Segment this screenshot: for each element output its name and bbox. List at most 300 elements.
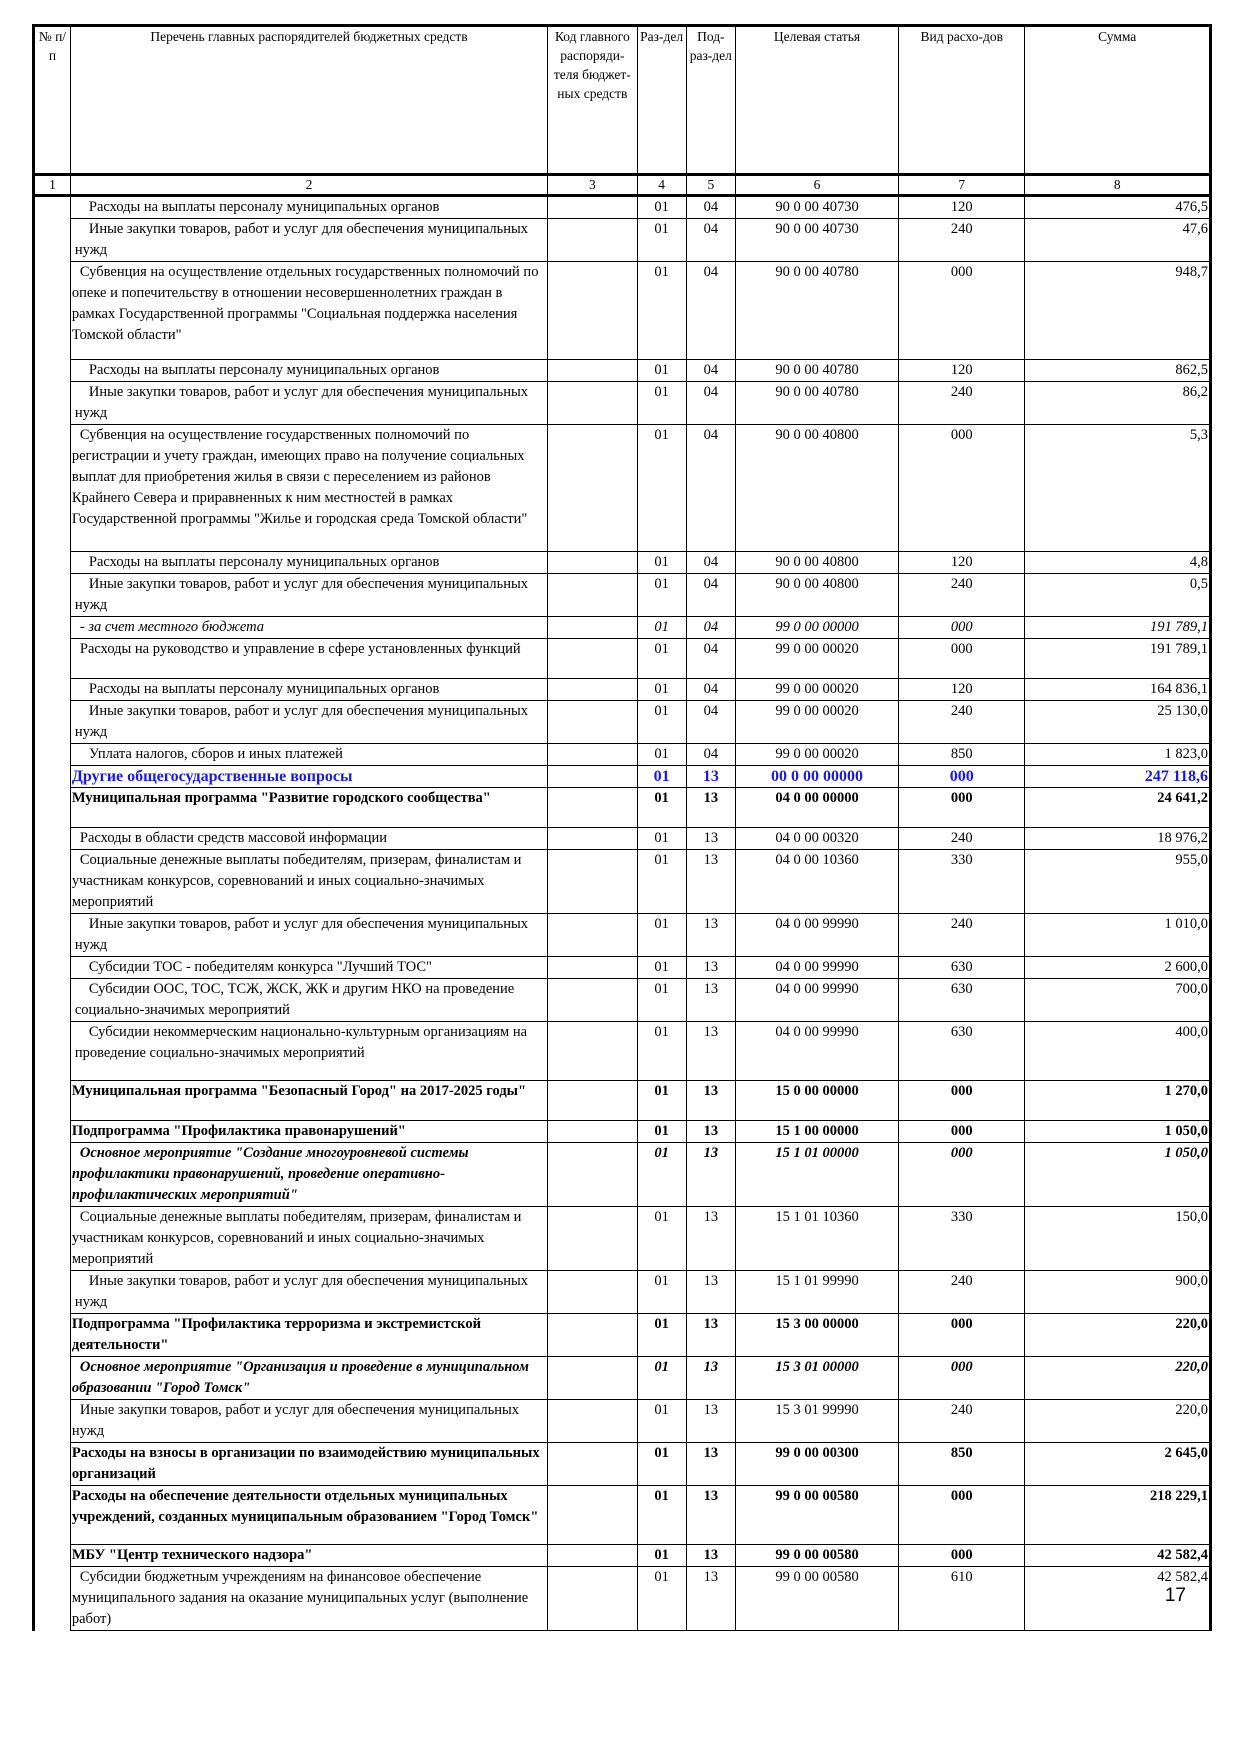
row-summa: 220,0 xyxy=(1025,1400,1211,1443)
row-celevaya: 15 3 01 00000 xyxy=(735,1357,898,1400)
row-summa: 86,2 xyxy=(1025,382,1211,425)
table-row xyxy=(34,788,1211,828)
header-code: Код главного распоряди-теля бюджет-ных средств xyxy=(548,26,637,175)
row-number-cell xyxy=(34,639,71,679)
row-name: Муниципальная программа "Безопасный Город" на 2017-2025 годы" xyxy=(70,1081,547,1121)
row-number-cell xyxy=(34,766,71,788)
row-number-cell xyxy=(34,1314,71,1357)
row-vid: 330 xyxy=(899,1207,1025,1271)
table-row xyxy=(34,914,1211,957)
row-summa: 18 976,2 xyxy=(1025,828,1211,850)
row-name: Иные закупки товаров, работ и услуг для обеспечения муниципальных нужд xyxy=(70,382,547,425)
row-name: Субсидии ТОС - победителям конкурса "Лучший ТОС" xyxy=(70,957,547,979)
row-vid: 240 xyxy=(899,914,1025,957)
row-razdel: 01 xyxy=(637,574,686,617)
row-summa: 0,5 xyxy=(1025,574,1211,617)
row-number-cell xyxy=(34,744,71,766)
row-number-cell xyxy=(34,1143,71,1207)
row-name: Расходы на руководство и управление в сфере установленных функций xyxy=(70,639,547,679)
column-number: 6 xyxy=(735,175,898,196)
row-summa: 247 118,6 xyxy=(1025,766,1211,788)
row-celevaya: 04 0 00 99990 xyxy=(735,914,898,957)
row-code xyxy=(548,1022,637,1081)
row-name: Иные закупки товаров, работ и услуг для обеспечения муниципальных нужд xyxy=(70,1400,547,1443)
row-summa: 220,0 xyxy=(1025,1314,1211,1357)
row-razdel: 01 xyxy=(637,1443,686,1486)
header-celevaya: Целевая статья xyxy=(735,26,898,175)
header-summa: Сумма xyxy=(1025,26,1211,175)
table-row xyxy=(34,617,1211,639)
table-row xyxy=(34,219,1211,262)
row-vid: 240 xyxy=(899,1400,1025,1443)
row-summa: 2 600,0 xyxy=(1025,957,1211,979)
row-number-cell xyxy=(34,1207,71,1271)
row-number-cell xyxy=(34,788,71,828)
row-podrazdel: 04 xyxy=(686,552,735,574)
row-razdel: 01 xyxy=(637,1314,686,1357)
column-number: 7 xyxy=(899,175,1025,196)
row-code xyxy=(548,382,637,425)
row-code xyxy=(548,219,637,262)
row-number-cell xyxy=(34,574,71,617)
row-name: Расходы на выплаты персоналу муниципальных органов xyxy=(70,360,547,382)
row-name: - за счет местного бюджета xyxy=(70,617,547,639)
row-code xyxy=(548,1567,637,1631)
row-number-cell xyxy=(34,850,71,914)
row-code xyxy=(548,788,637,828)
table-row xyxy=(34,1545,1211,1567)
table-row xyxy=(34,262,1211,360)
row-razdel: 01 xyxy=(637,1357,686,1400)
row-number-cell xyxy=(34,828,71,850)
row-celevaya: 90 0 00 40800 xyxy=(735,574,898,617)
table-row xyxy=(34,1400,1211,1443)
table-row xyxy=(34,1081,1211,1121)
row-code xyxy=(548,828,637,850)
table-row xyxy=(34,850,1211,914)
row-summa: 1 270,0 xyxy=(1025,1081,1211,1121)
row-number-cell xyxy=(34,1545,71,1567)
row-vid: 000 xyxy=(899,1357,1025,1400)
row-vid: 000 xyxy=(899,1081,1025,1121)
row-podrazdel: 13 xyxy=(686,979,735,1022)
row-number-cell xyxy=(34,219,71,262)
table-row xyxy=(34,552,1211,574)
row-celevaya: 99 0 00 00000 xyxy=(735,617,898,639)
row-vid: 330 xyxy=(899,850,1025,914)
table-row xyxy=(34,1567,1211,1631)
table-row xyxy=(34,828,1211,850)
row-vid: 000 xyxy=(899,1143,1025,1207)
row-number-cell xyxy=(34,1567,71,1631)
row-celevaya: 90 0 00 40780 xyxy=(735,382,898,425)
row-razdel: 01 xyxy=(637,639,686,679)
row-podrazdel: 13 xyxy=(686,1545,735,1567)
row-code xyxy=(548,1271,637,1314)
header-razdel: Раз-дел xyxy=(637,26,686,175)
row-celevaya: 15 0 00 00000 xyxy=(735,1081,898,1121)
row-vid: 240 xyxy=(899,828,1025,850)
row-code xyxy=(548,425,637,552)
row-number-cell xyxy=(34,1022,71,1081)
row-celevaya: 90 0 00 40730 xyxy=(735,196,898,219)
column-number: 4 xyxy=(637,175,686,196)
row-celevaya: 99 0 00 00020 xyxy=(735,701,898,744)
row-celevaya: 90 0 00 40780 xyxy=(735,360,898,382)
row-celevaya: 04 0 00 00000 xyxy=(735,788,898,828)
row-vid: 240 xyxy=(899,574,1025,617)
row-number-cell xyxy=(34,617,71,639)
row-podrazdel: 13 xyxy=(686,1357,735,1400)
table-row xyxy=(34,1121,1211,1143)
row-vid: 000 xyxy=(899,425,1025,552)
row-name: Субвенция на осуществление государственных полномочий по регистрации и учету граждан, имеющих право на получение социальных выплат для приобретения жилья в связи с переселением из районов Крайнего Севера и приравненных к ним местностей в рамках Государственной программы "Жилье и городская среда Томской области" xyxy=(70,425,547,552)
row-podrazdel: 13 xyxy=(686,766,735,788)
header-num: № п/п xyxy=(34,26,71,175)
row-podrazdel: 13 xyxy=(686,1567,735,1631)
row-razdel: 01 xyxy=(637,957,686,979)
row-celevaya: 15 1 00 00000 xyxy=(735,1121,898,1143)
row-vid: 240 xyxy=(899,701,1025,744)
budget-table xyxy=(32,24,1212,1631)
table-row xyxy=(34,360,1211,382)
row-number-cell xyxy=(34,1443,71,1486)
row-podrazdel: 04 xyxy=(686,701,735,744)
row-celevaya: 90 0 00 40800 xyxy=(735,552,898,574)
row-name: Иные закупки товаров, работ и услуг для обеспечения муниципальных нужд xyxy=(70,701,547,744)
row-code xyxy=(548,744,637,766)
row-name: Расходы на обеспечение деятельности отдельных муниципальных учреждений, созданных муниципальным образованием "Город Томск" xyxy=(70,1486,547,1545)
row-name: Социальные денежные выплаты победителям, призерам, финалистам и участникам конкурсов, соревнований и иных социально-значимых мероприятий xyxy=(70,1207,547,1271)
table-row xyxy=(34,382,1211,425)
header-name: Перечень главных распорядителей бюджетных средств xyxy=(70,26,547,175)
row-celevaya: 99 0 00 00580 xyxy=(735,1567,898,1631)
row-vid: 240 xyxy=(899,1271,1025,1314)
row-code xyxy=(548,979,637,1022)
row-name: Расходы на взносы в организации по взаимодействию муниципальных организаций xyxy=(70,1443,547,1486)
row-razdel: 01 xyxy=(637,1143,686,1207)
row-vid: 000 xyxy=(899,1545,1025,1567)
row-vid: 240 xyxy=(899,382,1025,425)
row-code xyxy=(548,766,637,788)
row-name: Расходы на выплаты персоналу муниципальных органов xyxy=(70,196,547,219)
row-vid: 000 xyxy=(899,766,1025,788)
row-code xyxy=(548,701,637,744)
row-razdel: 01 xyxy=(637,1207,686,1271)
row-vid: 630 xyxy=(899,957,1025,979)
row-summa: 1 823,0 xyxy=(1025,744,1211,766)
row-summa: 955,0 xyxy=(1025,850,1211,914)
table-row xyxy=(34,1022,1211,1081)
row-razdel: 01 xyxy=(637,1271,686,1314)
row-number-cell xyxy=(34,914,71,957)
row-summa: 150,0 xyxy=(1025,1207,1211,1271)
row-podrazdel: 13 xyxy=(686,1022,735,1081)
row-celevaya: 15 1 01 10360 xyxy=(735,1207,898,1271)
row-razdel: 01 xyxy=(637,617,686,639)
row-razdel: 01 xyxy=(637,1022,686,1081)
row-celevaya: 99 0 00 00020 xyxy=(735,744,898,766)
row-code xyxy=(548,574,637,617)
row-summa: 191 789,1 xyxy=(1025,639,1211,679)
header-vid: Вид расхо-дов xyxy=(899,26,1025,175)
table-row xyxy=(34,1486,1211,1545)
row-vid: 120 xyxy=(899,552,1025,574)
row-razdel: 01 xyxy=(637,196,686,219)
row-celevaya: 04 0 00 99990 xyxy=(735,1022,898,1081)
row-vid: 630 xyxy=(899,1022,1025,1081)
row-razdel: 01 xyxy=(637,828,686,850)
row-name: Субвенция на осуществление отдельных государственных полномочий по опеке и попечительству в отношении несовершеннолетних граждан в рамках Государственной программы "Социальная поддержка населения Томской области" xyxy=(70,262,547,360)
row-name: Социальные денежные выплаты победителям, призерам, финалистам и участникам конкурсов, соревнований и иных социально-значимых мероприятий xyxy=(70,850,547,914)
row-summa: 164 836,1 xyxy=(1025,679,1211,701)
table-header xyxy=(34,26,1211,175)
row-number-cell xyxy=(34,679,71,701)
row-summa: 1 010,0 xyxy=(1025,914,1211,957)
row-vid: 000 xyxy=(899,1486,1025,1545)
row-podrazdel: 04 xyxy=(686,196,735,219)
row-number-cell xyxy=(34,1357,71,1400)
row-summa: 191 789,1 xyxy=(1025,617,1211,639)
row-code xyxy=(548,957,637,979)
row-razdel: 01 xyxy=(637,262,686,360)
row-summa: 218 229,1 xyxy=(1025,1486,1211,1545)
row-vid: 120 xyxy=(899,196,1025,219)
row-name: Субсидии некоммерческим национально-культурным организациям на проведение социально-значимых мероприятий xyxy=(70,1022,547,1081)
row-celevaya: 99 0 00 00020 xyxy=(735,679,898,701)
row-razdel: 01 xyxy=(637,744,686,766)
row-summa: 42 582,4 xyxy=(1025,1567,1211,1631)
row-podrazdel: 04 xyxy=(686,425,735,552)
row-code xyxy=(548,1207,637,1271)
row-celevaya: 04 0 00 99990 xyxy=(735,957,898,979)
row-code xyxy=(548,360,637,382)
row-code xyxy=(548,1545,637,1567)
row-celevaya: 04 0 00 00320 xyxy=(735,828,898,850)
row-code xyxy=(548,1314,637,1357)
row-vid: 000 xyxy=(899,262,1025,360)
row-code xyxy=(548,1486,637,1545)
table-row xyxy=(34,679,1211,701)
row-vid: 120 xyxy=(899,679,1025,701)
row-summa: 220,0 xyxy=(1025,1357,1211,1400)
row-name: Субсидии ООС, ТОС, ТСЖ, ЖСК, ЖК и другим НКО на проведение социально-значимых мероприятий xyxy=(70,979,547,1022)
page-number: 17 xyxy=(1164,1585,1186,1606)
row-podrazdel: 13 xyxy=(686,1081,735,1121)
row-code xyxy=(548,1443,637,1486)
table-row xyxy=(34,701,1211,744)
row-celevaya: 99 0 00 00580 xyxy=(735,1486,898,1545)
row-razdel: 01 xyxy=(637,914,686,957)
row-number-cell xyxy=(34,196,71,219)
row-razdel: 01 xyxy=(637,850,686,914)
row-podrazdel: 04 xyxy=(686,639,735,679)
row-celevaya: 90 0 00 40800 xyxy=(735,425,898,552)
row-podrazdel: 13 xyxy=(686,828,735,850)
row-vid: 000 xyxy=(899,617,1025,639)
table-row xyxy=(34,1207,1211,1271)
row-code xyxy=(548,1143,637,1207)
row-razdel: 01 xyxy=(637,382,686,425)
column-numbers-row xyxy=(34,175,1211,196)
table-row xyxy=(34,1314,1211,1357)
row-name: Иные закупки товаров, работ и услуг для обеспечения муниципальных нужд xyxy=(70,1271,547,1314)
row-code xyxy=(548,679,637,701)
row-code xyxy=(548,1121,637,1143)
row-podrazdel: 04 xyxy=(686,617,735,639)
row-razdel: 01 xyxy=(637,552,686,574)
row-summa: 476,5 xyxy=(1025,196,1211,219)
row-name: Иные закупки товаров, работ и услуг для обеспечения муниципальных нужд xyxy=(70,914,547,957)
row-summa: 1 050,0 xyxy=(1025,1121,1211,1143)
row-summa: 900,0 xyxy=(1025,1271,1211,1314)
row-summa: 2 645,0 xyxy=(1025,1443,1211,1486)
row-podrazdel: 04 xyxy=(686,574,735,617)
row-number-cell xyxy=(34,382,71,425)
row-number-cell xyxy=(34,957,71,979)
table-row xyxy=(34,425,1211,552)
column-number: 8 xyxy=(1025,175,1211,196)
row-podrazdel: 04 xyxy=(686,744,735,766)
row-summa: 400,0 xyxy=(1025,1022,1211,1081)
row-podrazdel: 04 xyxy=(686,219,735,262)
row-podrazdel: 04 xyxy=(686,679,735,701)
row-vid: 850 xyxy=(899,744,1025,766)
row-code xyxy=(548,262,637,360)
row-podrazdel: 13 xyxy=(686,914,735,957)
table-row xyxy=(34,957,1211,979)
row-podrazdel: 04 xyxy=(686,382,735,425)
row-razdel: 01 xyxy=(637,1081,686,1121)
row-code xyxy=(548,850,637,914)
column-number: 2 xyxy=(70,175,547,196)
row-number-cell xyxy=(34,701,71,744)
row-number-cell xyxy=(34,1400,71,1443)
row-podrazdel: 13 xyxy=(686,1486,735,1545)
row-name: Уплата налогов, сборов и иных платежей xyxy=(70,744,547,766)
row-name: Иные закупки товаров, работ и услуг для обеспечения муниципальных нужд xyxy=(70,574,547,617)
row-celevaya: 99 0 00 00580 xyxy=(735,1545,898,1567)
row-podrazdel: 13 xyxy=(686,1271,735,1314)
column-number: 1 xyxy=(34,175,71,196)
row-celevaya: 99 0 00 00020 xyxy=(735,639,898,679)
row-summa: 948,7 xyxy=(1025,262,1211,360)
row-summa: 42 582,4 xyxy=(1025,1545,1211,1567)
row-number-cell xyxy=(34,425,71,552)
row-number-cell xyxy=(34,262,71,360)
table-row xyxy=(34,1143,1211,1207)
row-celevaya: 99 0 00 00300 xyxy=(735,1443,898,1486)
row-podrazdel: 13 xyxy=(686,1400,735,1443)
row-razdel: 01 xyxy=(637,979,686,1022)
row-podrazdel: 13 xyxy=(686,850,735,914)
row-vid: 000 xyxy=(899,639,1025,679)
row-podrazdel: 13 xyxy=(686,1207,735,1271)
row-razdel: 01 xyxy=(637,1486,686,1545)
row-celevaya: 90 0 00 40730 xyxy=(735,219,898,262)
row-razdel: 01 xyxy=(637,1545,686,1567)
table-row xyxy=(34,1443,1211,1486)
column-number: 3 xyxy=(548,175,637,196)
row-number-cell xyxy=(34,1271,71,1314)
row-number-cell xyxy=(34,979,71,1022)
table-row xyxy=(34,1357,1211,1400)
row-celevaya: 90 0 00 40780 xyxy=(735,262,898,360)
table-row xyxy=(34,574,1211,617)
column-number: 5 xyxy=(686,175,735,196)
row-podrazdel: 04 xyxy=(686,262,735,360)
row-summa: 4,8 xyxy=(1025,552,1211,574)
row-summa: 1 050,0 xyxy=(1025,1143,1211,1207)
document-page xyxy=(32,24,1212,1631)
table-row xyxy=(34,766,1211,788)
row-vid: 240 xyxy=(899,219,1025,262)
row-name: Расходы на выплаты персоналу муниципальных органов xyxy=(70,679,547,701)
row-podrazdel: 13 xyxy=(686,957,735,979)
row-number-cell xyxy=(34,1081,71,1121)
row-celevaya: 15 3 00 00000 xyxy=(735,1314,898,1357)
row-summa: 700,0 xyxy=(1025,979,1211,1022)
row-celevaya: 04 0 00 99990 xyxy=(735,979,898,1022)
row-summa: 862,5 xyxy=(1025,360,1211,382)
row-podrazdel: 04 xyxy=(686,360,735,382)
row-number-cell xyxy=(34,1121,71,1143)
row-name: Другие общегосударственные вопросы xyxy=(70,766,547,788)
row-podrazdel: 13 xyxy=(686,1121,735,1143)
row-code xyxy=(548,914,637,957)
row-celevaya: 15 1 01 00000 xyxy=(735,1143,898,1207)
row-razdel: 01 xyxy=(637,679,686,701)
row-podrazdel: 13 xyxy=(686,1143,735,1207)
row-name: Подпрограмма "Профилактика правонарушений" xyxy=(70,1121,547,1143)
row-celevaya: 15 3 01 99990 xyxy=(735,1400,898,1443)
row-podrazdel: 13 xyxy=(686,788,735,828)
row-razdel: 01 xyxy=(637,766,686,788)
row-name: Расходы в области средств массовой информации xyxy=(70,828,547,850)
row-razdel: 01 xyxy=(637,360,686,382)
row-number-cell xyxy=(34,1486,71,1545)
row-vid: 000 xyxy=(899,1314,1025,1357)
row-razdel: 01 xyxy=(637,219,686,262)
row-vid: 610 xyxy=(899,1567,1025,1631)
row-celevaya: 04 0 00 10360 xyxy=(735,850,898,914)
row-celevaya: 00 0 00 00000 xyxy=(735,766,898,788)
row-number-cell xyxy=(34,552,71,574)
row-code xyxy=(548,639,637,679)
row-code xyxy=(548,1400,637,1443)
row-razdel: 01 xyxy=(637,1400,686,1443)
row-vid: 630 xyxy=(899,979,1025,1022)
row-name: Субсидии бюджетным учреждениям на финансовое обеспечение муниципального задания на оказание муниципальных услуг (выполнение работ) xyxy=(70,1567,547,1631)
row-code xyxy=(548,1357,637,1400)
row-summa: 47,6 xyxy=(1025,219,1211,262)
row-number-cell xyxy=(34,360,71,382)
row-name: Муниципальная программа "Развитие городского сообщества" xyxy=(70,788,547,828)
table-row xyxy=(34,1271,1211,1314)
row-name: Основное мероприятие "Создание многоуровневой системы профилактики правонарушений, проведение оперативно-профилактических мероприятий" xyxy=(70,1143,547,1207)
row-summa: 24 641,2 xyxy=(1025,788,1211,828)
row-name: Подпрограмма "Профилактика терроризма и экстремистской деятельности" xyxy=(70,1314,547,1357)
row-podrazdel: 13 xyxy=(686,1314,735,1357)
row-code xyxy=(548,1081,637,1121)
row-name: Иные закупки товаров, работ и услуг для обеспечения муниципальных нужд xyxy=(70,219,547,262)
row-vid: 000 xyxy=(899,1121,1025,1143)
row-podrazdel: 13 xyxy=(686,1443,735,1486)
row-celevaya: 15 1 01 99990 xyxy=(735,1271,898,1314)
row-code xyxy=(548,617,637,639)
row-name: МБУ "Центр технического надзора" xyxy=(70,1545,547,1567)
row-razdel: 01 xyxy=(637,788,686,828)
